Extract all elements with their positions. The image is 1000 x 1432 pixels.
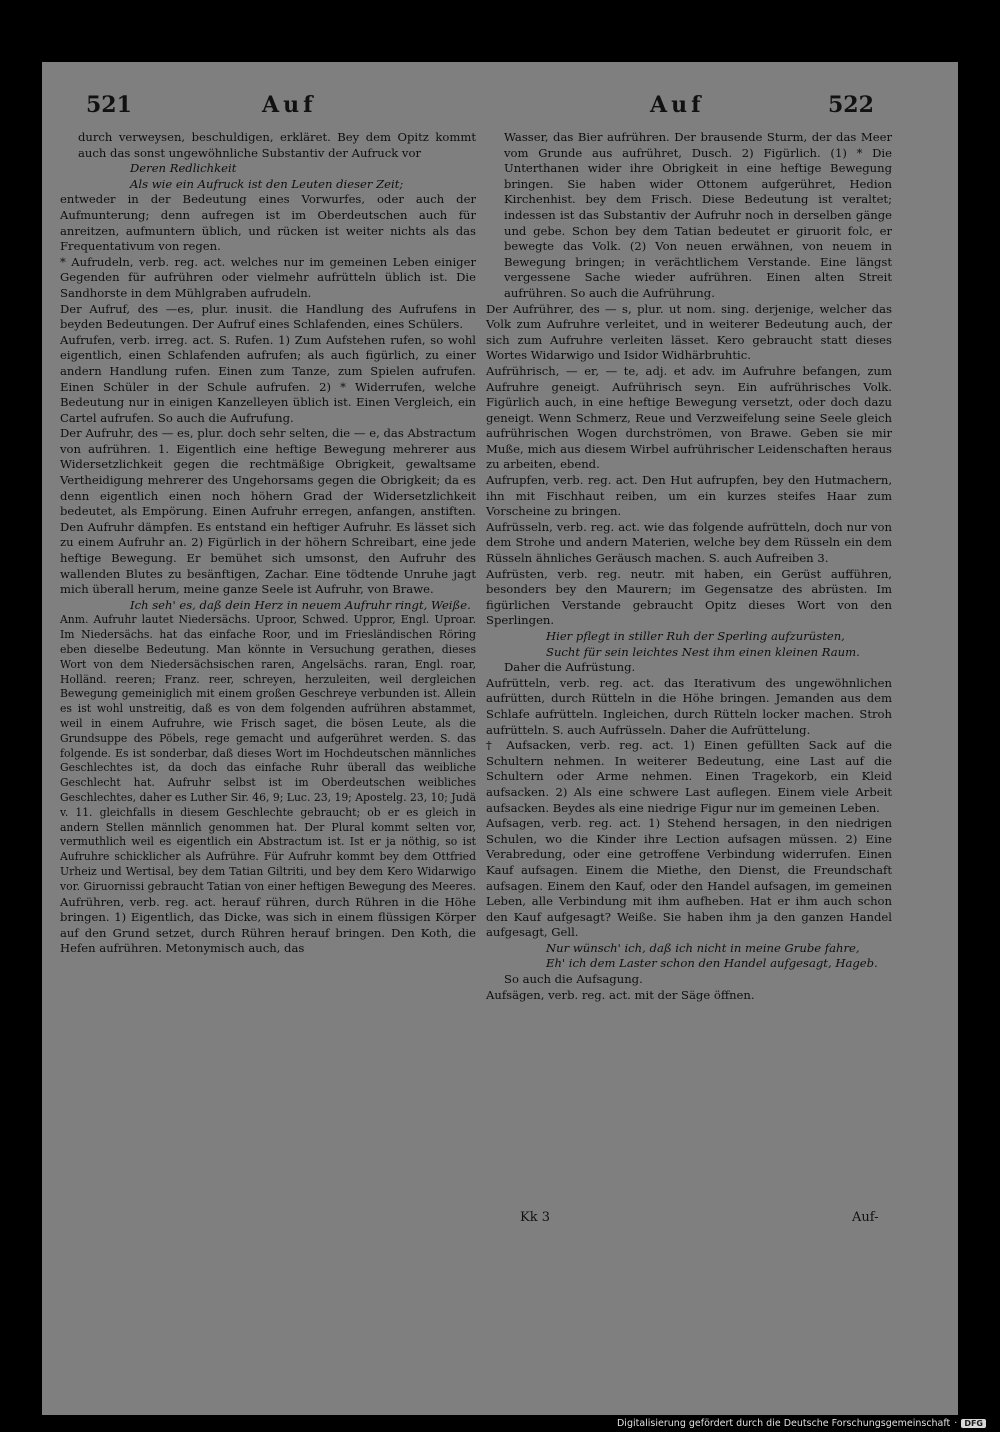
dictionary-entry: Aufrupfen, verb. reg. act. Den Hut aufrupfen, bey den Hutmachern, ihn mit Fischhaut reiben, um ein kurzes steifes Haar zum Vorscheine zu bringen. (486, 473, 892, 519)
dictionary-entry: Der Aufruhr, des — es, plur. doch sehr selten, die — e, das Abstractum von aufrühren. 1. Eigentlich eine heftige Bewegung mehrerer aus Widersetzlichkeit gegen die rechtmäßige Obrigkeit, gewaltsame Vertheidigung mehrerer des Ungehorsams gegen die Obrigkeit; da es denn eigentlich einen noch höhern Grad der Widersetzlichkeit bedeutet, als Empörung. Einen Aufruhr erregen, anfangen, anstiften. Den Aufruhr dämpfen. Es entstand ein heftiger Aufruhr. Es lässet sich zu einem Aufruhr an. 2) Figürlich in der höhern Schreibart, eine jede heftige Bewegung. Er bemühet sich umsonst, den Aufruhr des wallenden Blutes zu besänftigen, Zachar. Eine tödtende Unruhe jagt mich überall herum, meine ganze Seele ist Aufruhr, von Brawe. (60, 426, 476, 597)
dictionary-entry: Daher die Aufrüstung. (504, 660, 636, 675)
dictionary-entry: Deren Redlichkeit (130, 161, 237, 176)
dictionary-entry: entweder in der Bedeutung eines Vorwurfes, oder auch der Aufmunterung; denn aufregen ist im Oberdeutschen auch für anreitzen, aufmuntern üblich, und rücken ist weiter nichts als das Frequentativum von regen. (60, 192, 476, 254)
credit-text: Digitalisierung gefördert durch die Deutsche Forschungsgemeinschaft (616, 1418, 951, 1429)
dictionary-entry: Aufrührisch, — er, — te, adj. et adv. im Aufruhre befangen, zum Aufruhre geneigt. Aufrührisch seyn. Ein aufrührisches Volk. Figürlich auch, in eine heftige Bewegung versetzt, oder doch dazu geneigt. Wenn Schmerz, Reue und Verzweifelung seine Seele gleich aufrührischen Wogen durchströmen, von Brawe. Geben sie mir Muße, mich aus diesem Wirbel aufrührischer Leidenschaften heraus zu arbeiten, ebend. (486, 363, 892, 472)
right-page-number: 522 (828, 92, 874, 118)
dictionary-entry: So auch die Aufsagung. (504, 972, 643, 987)
left-running-head: Auf (262, 92, 317, 118)
left-column (60, 130, 476, 957)
dictionary-entry: Ich seh' es, daß dein Herz in neuem Aufruhr ringt, Weiße. (130, 597, 471, 612)
dictionary-entry: Aufrühren, verb. reg. act. herauf rühren, durch Rühren in die Höhe bringen. 1) Eigentlich, das Dicke, was sich in einem flüssigen Körper auf den Grund setzet, durch Rühren herauf bringen. Den Koth, die Hefen aufrühren. Metonymisch auch, das (60, 894, 476, 956)
dictionary-entry: Als wie ein Aufruck ist den Leuten dieser Zeit; (130, 176, 404, 191)
dictionary-entry: Aufrütteln, verb. reg. act. das Iterativum des ungewöhnlichen aufrütten, durch Rütteln in die Höhe bringen. Jemanden aus dem Schlafe aufrütteln. Ingleichen, durch Rütteln locker machen. Stroh aufrütteln. S. auch Aufrüsseln. Daher die Aufrüttelung. (486, 675, 892, 737)
dictionary-entry: Aufrüsseln, verb. reg. act. wie das folgende aufrütteln, doch nur von dem Strohe und andern Materien, welche bey dem Rüsseln ein dem Rüsseln ähnliches Geräusch machen. S. auch Aufreiben 3. (486, 519, 892, 566)
dictionary-entry: Der Aufrührer, des — s, plur. ut nom. sing. derjenige, welcher das Volk zum Aufruhre verleitet, und in weiterer Bedeutung auch, der sich zum Aufruhre verleiten lässet. Kero gebraucht statt dieses Wortes Widarwigo und Isidor Widhärbruhtic. (486, 301, 892, 363)
dictionary-entry: Wasser, das Bier aufrühren. Der brausende Sturm, der das Meer vom Grunde aus aufrühret, Dusch. 2) Figürlich. (1) * Die Unterthanen wider ihre Obrigkeit in eine heftige Bewegung bringen. Sie haben wider Ottonem aufgerühret, Hedion Kirchenhist. bey dem Frisch. Diese Bedeutung ist veraltet; indessen ist das Substantiv der Aufruhr noch in derselben gänge und gebe. Schon bey dem Tatian bedeutet er giruorit folc, er bewegte das Volk. (2) Von neuen erwähnen, von neuem in Bewegung bringen; in verächtlichem Verstande. Eine längst vergessene Sache wieder aufrühren. Einen alten Streit aufrühren. So auch die Aufrührung. (504, 130, 892, 300)
dictionary-entry: Der Aufruf, des —es, plur. inusit. die Handlung des Aufrufens in beyden Bedeutungen. Der Aufruf eines Schlafenden, eines Schülers. (60, 301, 476, 332)
dictionary-entry: Nur wünsch' ich, daß ich nicht in meine Grube fahre, (546, 940, 860, 955)
dictionary-entry: Anm. Aufruhr lautet Niedersächs. Uproor, Schwed. Uppror, Engl. Uproar. Im Niedersächs. hat das einfache Roor, und im Friesländischen Röring eben dieselbe Bedeutung. Man könnte in Versuchung gerathen, dieses Wort von dem Niedersächsischen raren, Angelsächs. raran, Engl. roar, Holländ. reeren; Franz. reer, schreyen, herzuleiten, weil dergleichen Bewegung gemeiniglich mit einem großen Geschreye verbunden ist. Allein es ist wohl unstreitig, daß es von dem folgenden aufrühren abstammet, weil in einem Aufruhre, wie Frisch saget, die bösen Leute, als die Grundsuppe des Pöbels, rege gemacht und aufgerühret werden. S. das folgende. Es ist sonderbar, daß dieses Wort im Hochdeutschen männliches Geschlechtes ist, da doch das einfache Ruhr überall das weibliche Geschlecht hat. Aufruhr selbst ist im Oberdeutschen weibliches Geschlechtes, daher es Luther Sir. 46, 9; Luc. 23, 19; Apostelg. 23, 10; Judä v. 11. gleichfalls in diesem Geschlechte gebraucht; ob er es gleich in andern Stellen männlich genommen hat. Der Plural kommt selten vor, vermuthlich weil es eigentlich ein Abstractum ist. Ist er ja nöthig, so ist Aufruhre schicklicher als Aufrühre. Für Aufruhr kommt bey dem Ottfried Urheiz und Wertisal, bey dem Tatian Giltriti, und bey dem Kero Widarwigo vor. Giruornissi gebraucht Tatian von einer heftigen Bewegung des Meeres. (60, 613, 477, 893)
dictionary-entry: Aufrufen, verb. irreg. act. S. Rufen. 1) Zum Aufstehen rufen, so wohl eigentlich, einen Schlafenden aufrufen; als auch figürlich, zu einer andern Handlung rufen. Einen zum Tanze, zum Spielen aufrufen. Einen Schüler in der Schule aufrufen. 2) * Widerrufen, welche Bedeutung nur in einigen Kanzelleyen üblich ist. Einen Vergleich, ein Cartel aufrufen. So auch die Aufrufung. (60, 332, 476, 425)
catchword: Auf- (852, 1210, 879, 1225)
dictionary-entry: Eh' ich dem Laster schon den Handel aufgesagt, Hageb. (546, 956, 878, 971)
dictionary-entry: * Aufrudeln, verb. reg. act. welches nur im gemeinen Leben einiger Gegenden für aufrühren oder vielmehr aufrütteln üblich ist. Die Sandhorste in dem Mühlgraben aufrudeln. (60, 254, 476, 300)
dictionary-entry: durch verweysen, beschuldigen, erkläret. Bey dem Opitz kommt auch das sonst ungewöhnliche Substantiv der Aufruck vor (78, 130, 476, 160)
dictionary-entry: Aufsägen, verb. reg. act. mit der Säge öffnen. (486, 987, 755, 1002)
right-column (486, 130, 892, 1003)
dfg-logo: DFG (961, 1419, 986, 1428)
left-page-number: 521 (86, 92, 132, 118)
dictionary-entry: Sucht für sein leichtes Nest ihm einen kleinen Raum. (546, 644, 860, 659)
digitization-credit: Digitalisierung gefördert durch die Deutsche Forschungsgemeinschaft · DFG (617, 1418, 986, 1429)
right-running-head: Auf (650, 92, 705, 118)
dictionary-entry: Aufrüsten, verb. reg. neutr. mit haben, ein Gerüst aufführen, besonders bey den Maurern; im Gegensatze des abrüsten. Im figürlichen Verstande gebraucht Opitz dieses Wort von den Sperlingen. (486, 566, 892, 628)
signature-mark: Kk 3 (520, 1210, 550, 1225)
dictionary-entry: Aufsagen, verb. reg. act. 1) Stehend hersagen, in den niedrigen Schulen, wo die Kinder ihre Lection aufsagen müssen. 2) Eine Verabredung, oder eine getroffene Verbindung widerrufen. Einen Kauf aufsagen. Einem die Miethe, den Dienst, die Freundschaft aufsagen. Einem den Kauf, oder den Handel aufsagen, im gemeinen Leben, alle Verbindung mit ihm aufheben. Hat er ihm auch schon den Kauf aufgesagt? Weiße. Sie haben ihm ja den ganzen Handel aufgesagt, Gell. (486, 816, 892, 940)
dictionary-entry: Hier pflegt in stiller Ruh der Sperling aufzurüsten, (546, 629, 845, 643)
dictionary-entry: † Aufsacken, verb. reg. act. 1) Einen gefüllten Sack auf die Schultern nehmen. In weiterer Bedeutung, eine Last auf die Schultern oder Arme nehmen. Einen Tragekorb, ein Kleid aufsacken. 2) Als eine schwere Last auflegen. Einem viele Arbeit aufsacken. Beydes als eine niedrige Figur nur im gemeinen Leben. (486, 738, 892, 815)
